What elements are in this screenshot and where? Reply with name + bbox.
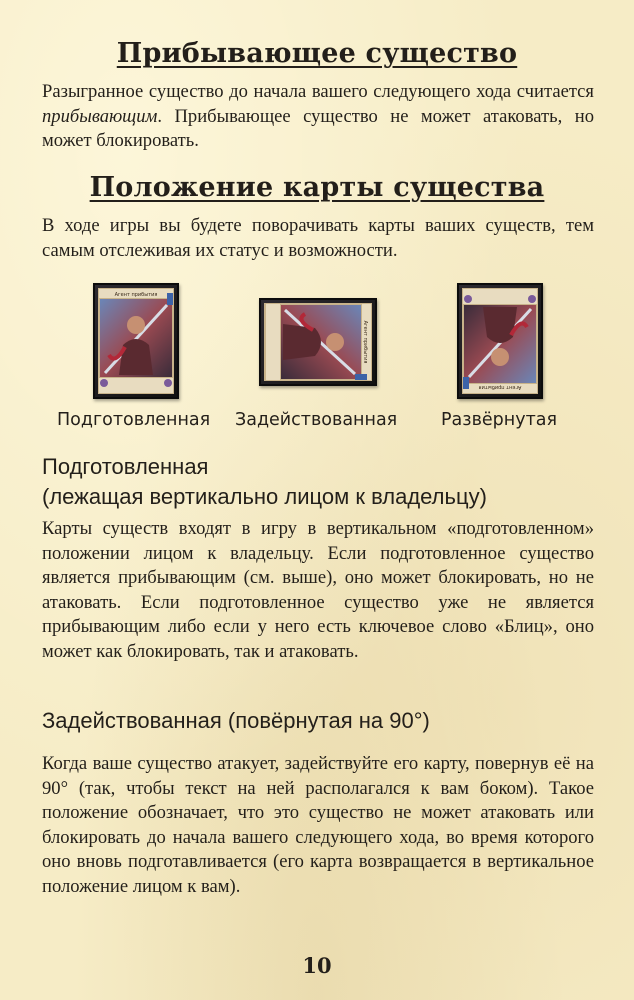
- card-ready-caption: Подготовленная: [57, 410, 211, 430]
- card-exhausted-image: [259, 298, 377, 386]
- card-exhausted-name: Агент прибытия: [362, 320, 368, 364]
- card-ready-name: Агент прибытия: [114, 292, 158, 298]
- page-number: 10: [302, 953, 332, 978]
- position-paragraph: В ходе игры вы будете поворачивать карты ваших существ, тем самым отслеживая их статус и возможности.: [42, 215, 594, 261]
- card-ready-image: [93, 283, 179, 399]
- card-exhausted-caption: Задействованная: [235, 410, 398, 430]
- section-title-position: Положение карты существа: [89, 172, 545, 203]
- arriving-paragraph: Разыгранное существо до начала вашего следующего хода считается прибывающим. Прибывающее существо не может атаковать, но может блокировать.: [42, 81, 594, 151]
- card-flipped-name: Агент прибытия: [478, 384, 522, 390]
- card-flipped-image: [457, 283, 543, 399]
- ready-heading: Подготовленная (лежащая вертикально лицом к владельцу): [42, 454, 487, 509]
- section-title-arriving: Прибывающее существо: [116, 38, 518, 69]
- card-flipped-caption: Развёрнутая: [441, 410, 558, 430]
- arriving-term: прибывающим: [42, 105, 158, 127]
- exhausted-paragraph: Когда ваше существо атакует, задействуйте его карту, повернув её на 90° (так, чтобы текст на ней располагался к вам боком). Такое положение обозначает, что это существо не может атаковать или блокировать до начала вашего следующего хода, во время которого оно вновь подготавливается (его карта возвращается в вертикальное положение лицом к вам).: [42, 753, 594, 897]
- exhausted-heading: Задействованная (повёрнутая на 90°): [42, 708, 430, 733]
- ready-paragraph: Карты существ входят в игру в вертикальном «подготовленном» положении лицом к владельцу. Если подготовленное существо является прибывающим (см. выше), оно может блокировать, но не атаковать. Если подготовленное существо уже не является прибывающим либо если у него есть ключевое слово «Блиц», оно может как блокировать, так и атаковать.: [42, 518, 594, 662]
